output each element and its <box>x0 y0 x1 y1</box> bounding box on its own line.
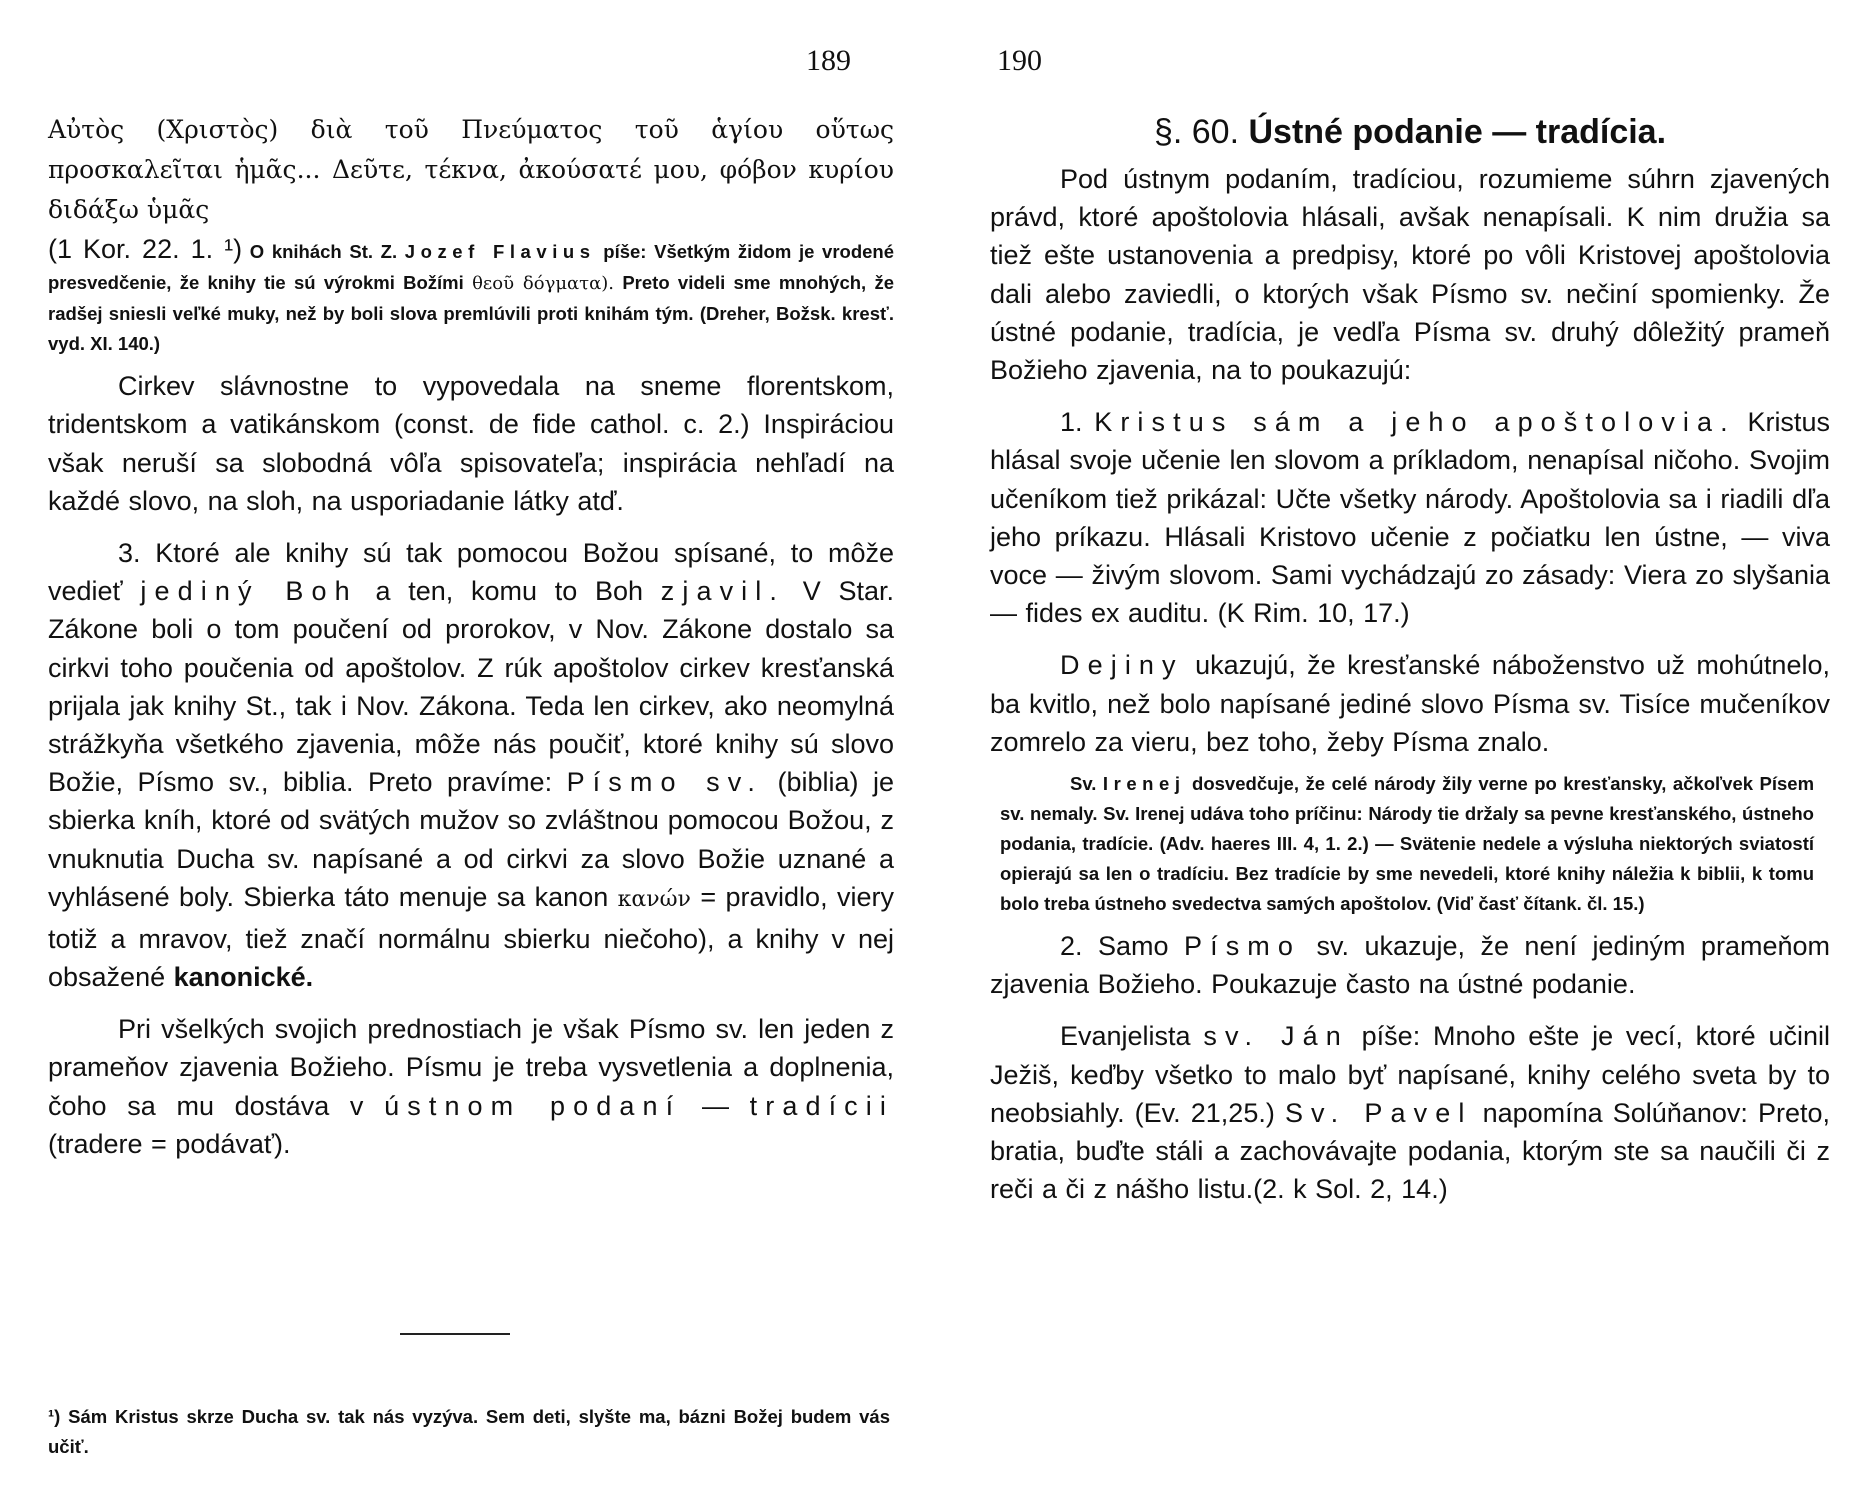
footnote: ¹) Sám Kristus skrze Ducha sv. tak nás vyzýva. Sem deti, slyšte ma, bázni Božej budem vás učiť. <box>48 1406 890 1457</box>
paragraph-point-1 <box>990 403 1830 632</box>
text-run: V Star. Zákone boli o tom poučení od prorokov, v Nov. Zákone dostalo sa cirkvi toho poučenia od apoštolov. Z rúk apoštolov cirkev kresťanská prijala jak knihy St., tak i Nov. Zákona. Teda len cirkev, ako neomylná strážkyňa všetkého zjavenia, môže nás poučiť, ktoré knihy sú slovo Božie, Písmo sv., biblia. Preto pravíme: <box>48 576 894 798</box>
inline-note-text-2: Preto videli sme mnohých, že radšej sniesli veľké muky, než by boli slova premlúvili proti knihám tým. (Dreher, Božsk. kresť. vyd. XI. 140.) <box>48 272 895 355</box>
left-text-column <box>48 110 894 1163</box>
emphasis-kanonicke: kanonické. <box>173 962 314 993</box>
text-run: ukazujú, že kresťanské náboženstvo už mohútnelo, ba kvitlo, než bolo napísané jediné slovo Písma sv. Tisíce mučeníkov zomrelo za vieru, bez toho, žeby Písma znalo. <box>990 650 1830 757</box>
emphasis-sv-jan: sv. Ján <box>1203 1021 1349 1052</box>
text-run: dosvedčuje, že celé národy žily verne po kresťansky, ačkoľvek Písem sv. nemaly. Sv. Irenej udáva toho príčinu: Národy tie držaly sa pevne kresťanského, ústneho podania, tradície. (Adv. haeres III. 4, 1. 2.) — Svätenie nedele a výsluha niektorých sviatostí opierajú sa len o tradíciu. Bez tradície by sme nevedeli, ktoré knihy náležia k biblii, k tomu bolo treba ústneho svedectva samých apoštolov. (Viď časť čítank. čl. 15.) <box>1000 773 1815 915</box>
page-number-left: 189 <box>806 44 851 77</box>
footnote-divider <box>400 1333 510 1335</box>
greek-line-2: ἡμᾶς... Δεῦτε, τέκνα, ἀκούσατέ μου, φόβον κυρίου διδάξω ὑμᾶς <box>48 155 894 224</box>
emphasis-sv-pavel: Sv. Pavel <box>1284 1097 1473 1128</box>
emphasis-dejiny: Dejiny <box>1060 650 1184 681</box>
greek-quote <box>48 110 894 230</box>
text-run: (biblia) je sbierka kníh, ktoré od svätých mužov so zvláštnou pomocou Božou, z vnuknutia Ducha sv. napísané a od cirkvi za slovo Božie uznané a vyhlásené boly. Sbierka táto menuje sa kanon <box>48 767 894 912</box>
section-number: §. 60. <box>1153 113 1240 151</box>
right-text-column <box>990 110 1830 1208</box>
footnote-inline-block <box>48 230 894 359</box>
emphasis-pismo: Písmo <box>1183 931 1302 962</box>
paragraph-evangelist <box>990 1017 1830 1208</box>
paragraph-canon <box>48 534 894 996</box>
paragraph-inspiration: Cirkev slávnostne to vypovedala na sneme florentskom, tridentskom a vatikánskom (const. de fide cathol. c. 2.) Inspiráciou však neruší sa slobodná vôľa spisovateľa; inspirácia nehľadí na každé slovo, na sloh, na usporiadanie látky atď. <box>48 371 894 516</box>
greek-line-1: Αὐτὸς (Χριστὸς) διὰ τοῦ Πνεύματος τοῦ ἁγίου οὕτως προσκαλεῖται <box>48 115 894 184</box>
text-run: sv. ukazuje, že není jediným prameňom zjavenia Božieho. Poukazuje často na ústné podanie. <box>990 931 1830 1000</box>
text-run: Sv. <box>1070 773 1097 795</box>
inline-note-text: píše: Všetkým židom je vrodené presvedčenie, že knihy tie sú výrokmi Božími <box>48 241 895 294</box>
citation-ref: (1 Kor. 22. 1. ¹) <box>48 234 243 264</box>
small-print-irenej <box>1000 769 1814 919</box>
emphasis-irenej: Irenej <box>1102 773 1186 795</box>
author-name: Jozef Flavius <box>404 241 596 262</box>
emphasis-kristus: Kristus sám a jeho apoštolovia. <box>1094 407 1736 438</box>
emphasis-ustnom-podani: ústnom podaní <box>384 1090 682 1121</box>
paragraph-history <box>990 646 1830 761</box>
text-run: Evanjelista <box>1060 1021 1191 1052</box>
emphasis-jediny-boh: jediný Boh <box>140 576 358 607</box>
text-run: — <box>701 1090 729 1121</box>
paragraph-definition: Pod ústnym podaním, tradíciou, rozumieme súhrn zjavených právd, ktoré apoštolovia hlásali, avšak nenapísali. K nim družia sa tiež ešte ustanovenia a predpisy, ktoré po vôli Kristovej apoštolovia dali alebo zaviedli, o ktorých však Písmo sv. nečiní spomienky. Že ústné podanie, tradícia, je vedľa Písma sv. druhý dôležitý prameň Božieho zjavenia, na to poukazujú: <box>990 164 1830 386</box>
text-run: (tradere = podávať). <box>48 1128 291 1159</box>
emphasis-zjavil: zjavil. <box>660 576 785 607</box>
paragraph-tradition-intro <box>48 1010 894 1163</box>
text-run: 2. Samo <box>1060 931 1169 962</box>
paragraph-point-2 <box>990 927 1830 1003</box>
inline-note-intro: O knihách St. Z. <box>249 241 398 262</box>
text-run: napomína Solúňanov: Preto, bratia, buďte stáli a zachovávajte podania, ktorým ste sa naučili či z reči a či z nášho listu.(2. k Sol. 2, 14.) <box>990 1097 1830 1205</box>
text-run: 1. <box>1060 407 1083 438</box>
emphasis-pismo-sv: Písmo sv. <box>566 767 763 798</box>
text-run: Pri všelkých svojich prednostiach je však Písmo sv. len jeden z prameňov zjavenia Božieho. Písmu je treba vysvetlenia a doplnenia, čoho sa mu dostáva v <box>48 1014 894 1121</box>
text-run: = pravidlo, viery totiž a mravov, tiež značí normálnu sbierku niečoho), a knihy v nej obsažené <box>48 881 894 993</box>
page-number-right: 190 <box>997 44 1042 77</box>
text-run: 3. Ktoré ale knihy sú tak pomocou Božou spísané, to môže vedieť <box>48 538 894 607</box>
right-page <box>937 0 1874 1500</box>
text-run: píše: Mnoho ešte je vecí, ktoré učinil Ježiš, keďby všetko to malo byť napísané, knihy celého sveta by to neobsiahly. (Ev. 21,25.) <box>990 1021 1830 1128</box>
section-heading <box>990 110 1830 154</box>
section-title: Ústné podanie — tradícia. <box>1248 113 1667 151</box>
greek-kanon: κανών <box>617 886 691 912</box>
text-run: Kristus hlásal svoje učenie len slovom a príkladom, nenapísal ničoho. Svojim učeníkom tiež prikázal: Učte všetky národy. Apoštolovia sa i riadili dľa jeho príkazu. Hlásali Kristovo učenie z počiatku len ústne, — viva voce — živým slovom. Sami vychádzajú zo zásady: Viera zo slyšania — fides ex auditu. (K Rim. 10, 17.) <box>990 407 1830 629</box>
text-run: a ten, komu to Boh <box>375 576 644 607</box>
emphasis-tradicii: tradícii <box>749 1090 894 1121</box>
greek-phrase: θεοῦ δόγματα). <box>472 273 615 295</box>
